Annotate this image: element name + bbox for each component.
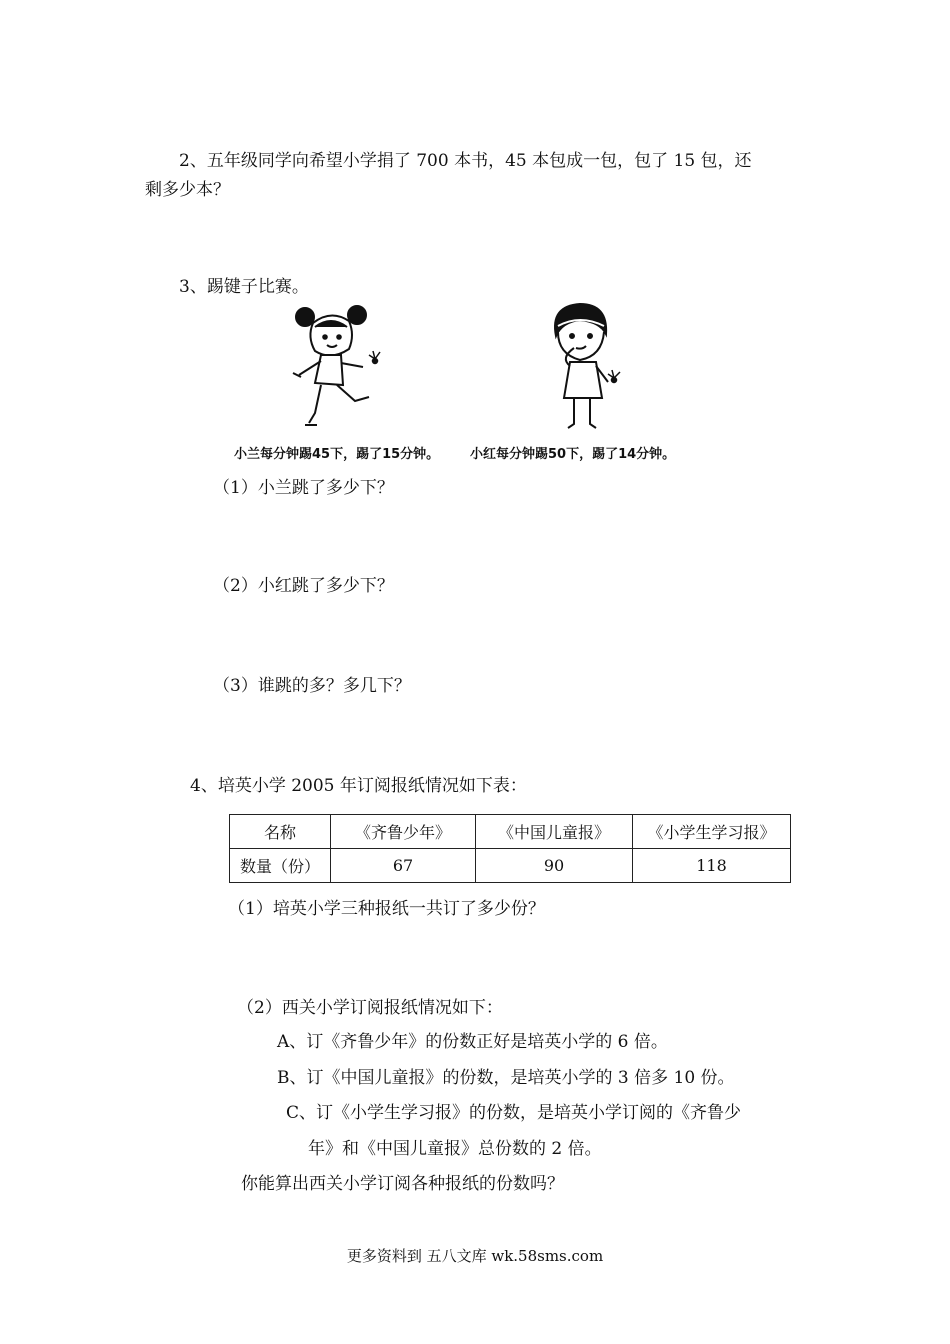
q4-item-c-line2: 年》和《中国儿童报》总份数的 2 倍。 bbox=[308, 1139, 602, 1159]
table-cell: 67 bbox=[331, 849, 476, 883]
q2-line2: 剩多少本？ bbox=[145, 180, 230, 200]
caption-xiaohong: 小红每分钟踢50下，踢了14分钟。 bbox=[470, 447, 676, 462]
q4-item-b: B、订《中国儿童报》的份数，是培英小学的 3 倍多 10 份。 bbox=[277, 1068, 735, 1088]
table-cell: 118 bbox=[633, 849, 791, 883]
caption-xiaolan: 小兰每分钟踢45下，踢了15分钟。 bbox=[234, 447, 440, 462]
table-cell: 名称 bbox=[230, 815, 331, 849]
girl-standing-illustration bbox=[540, 300, 640, 435]
table-cell: 《中国儿童报》 bbox=[476, 815, 633, 849]
q3-sub2: （2）小红跳了多少下？ bbox=[213, 576, 394, 596]
table-header-row bbox=[230, 815, 791, 849]
table-cell: 数量（份） bbox=[230, 849, 331, 883]
table-cell: 90 bbox=[476, 849, 633, 883]
q3-title: 3、踢键子比赛。 bbox=[179, 277, 309, 297]
table-row bbox=[230, 849, 791, 883]
q4-item-a: A、订《齐鲁少年》的份数正好是培英小学的 6 倍。 bbox=[277, 1032, 668, 1052]
q3-sub3: （3）谁跳的多？多几下？ bbox=[213, 676, 411, 696]
q4-sub2: （2）西关小学订阅报纸情况如下： bbox=[237, 998, 503, 1018]
q4-title: 4、培英小学 2005 年订阅报纸情况如下表： bbox=[190, 776, 527, 796]
table-cell: 《小学生学习报》 bbox=[633, 815, 791, 849]
q4-question: 你能算出西关小学订阅各种报纸的份数吗？ bbox=[241, 1174, 564, 1194]
q2-line1: 2、五年级同学向希望小学捐了 700 本书，45 本包成一包，包了 15 包，还 bbox=[179, 151, 752, 171]
q3-sub1: （1）小兰跳了多少下？ bbox=[213, 478, 394, 498]
table-cell: 《齐鲁少年》 bbox=[331, 815, 476, 849]
q4-item-c-line1: C、订《小学生学习报》的份数，是培英小学订阅的《齐鲁少 bbox=[286, 1103, 742, 1123]
footer-source: 更多资料到 五八文库 wk.58sms.com bbox=[346, 1247, 604, 1265]
newspaper-table bbox=[229, 814, 791, 883]
girl-kicking-shuttlecock-illustration bbox=[285, 305, 395, 435]
q4-sub1: （1）培英小学三种报纸一共订了多少份？ bbox=[228, 899, 545, 919]
